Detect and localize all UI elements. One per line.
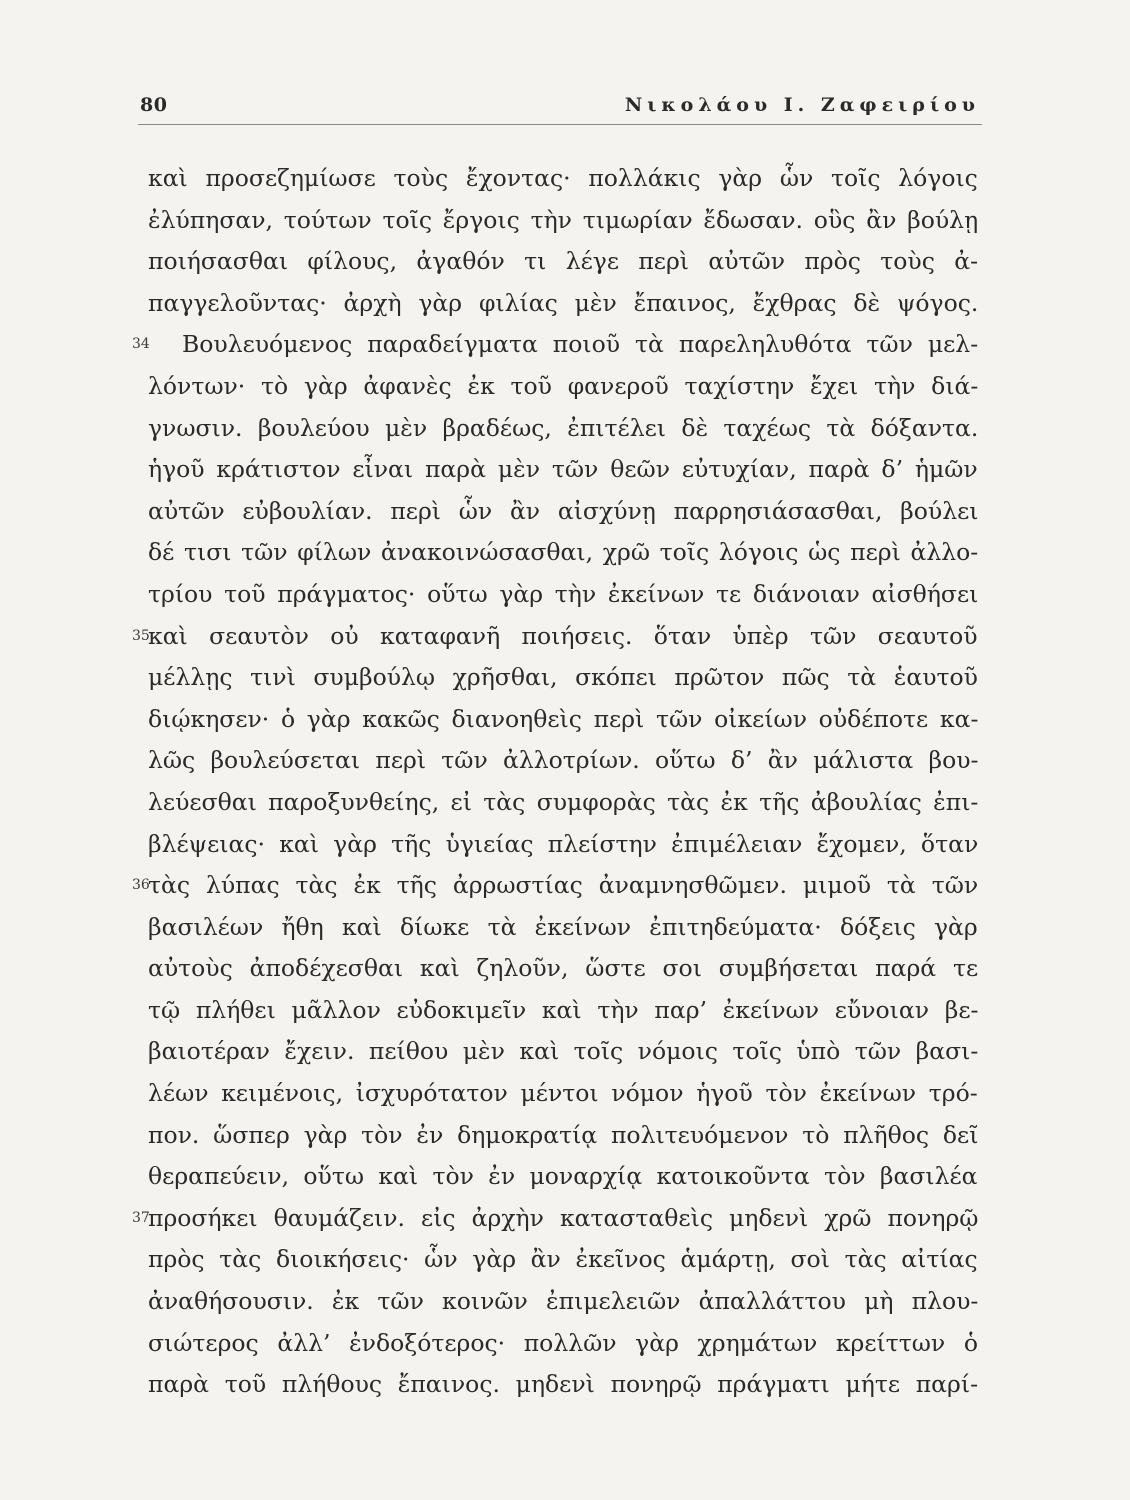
text-line [148,366,978,408]
text-line [148,283,978,325]
line-text: πον. ὥσπερ γὰρ τὸν ἐν δημοκρατίᾳ πολιτευόμενον τὸ πλῆθος δεῖ [148,1120,979,1149]
text-line [148,1239,978,1281]
line-text: λέων κειμένοις, ἰσχυρότατον μέντοι νόμον ἡγοῦ τὸν ἐκείνων τρό- [148,1079,978,1108]
line-text: προσήκει θαυμάζειν. εἰς ἀρχὴν κατασταθεὶς μηδενὶ χρῶ πονηρῷ [148,1203,979,1232]
text-line [132,865,979,907]
text-line [148,241,978,283]
text-line [148,699,978,741]
text-line [148,1031,978,1073]
text-line [148,1323,978,1365]
text-line [148,907,978,949]
running-head: Νικολάου Ι. Ζαφειρίου [624,94,980,116]
body-text [132,158,979,1406]
text-line [148,657,978,699]
page-number: 80 [140,94,168,116]
margin-section-number: 36 [132,877,150,894]
line-text: τρίου τοῦ πράγματος· οὕτω γὰρ τὴν ἐκείνων τε διάνοιαν αἰσθήσει [148,579,979,608]
header-rule [138,124,982,125]
line-text: διῴκησεν· ὁ γὰρ κακῶς διανοηθεὶς περὶ τῶν οἰκείων οὐδέποτε κα- [148,704,979,733]
line-text: παγγελοῦντας· ἀρχὴ γὰρ φιλίας μὲν ἔπαινος, ἔχθρας δὲ ψόγος. [148,288,979,317]
margin-section-number: 34 [132,336,150,353]
text-line [148,782,978,824]
line-text: λόντων· τὸ γὰρ ἀφανὲς ἐκ τοῦ φανεροῦ ταχίστην ἔχει τὴν διά- [148,371,979,400]
margin-section-number: 35 [132,627,150,644]
text-line [148,532,978,574]
text-line [148,990,978,1032]
line-text: λεύεσθαι παροξυνθείης, εἰ τὰς συμφορὰς τὰς ἐκ τῆς ἀβουλίας ἐπι- [148,787,979,816]
text-line [148,1281,978,1323]
line-text: λῶς βουλεύσεται περὶ τῶν ἀλλοτρίων. οὕτω δ’ ἂν μάλιστα βου- [148,746,979,775]
line-text: πρὸς τὰς διοικήσεις· ὧν γὰρ ἂν ἐκεῖνος ἁμάρτῃ, σοὶ τὰς αἰτίας [148,1245,978,1274]
line-text: θεραπεύειν, οὕτω καὶ τὸν ἐν μοναρχίᾳ κατοικοῦντα τὸν βασιλέα [148,1162,978,1191]
text-line [148,574,978,616]
line-text: καὶ προσεζημίωσε τοὺς ἔχοντας· πολλάκις γὰρ ὧν τοῖς λόγοις [148,164,978,192]
text-line [132,1198,979,1240]
line-text: τὰς λύπας τὰς ἐκ τῆς ἀρρωστίας ἀναμνησθῶμεν. μιμοῦ τὰ τῶν [148,871,979,900]
text-line [148,1115,978,1157]
text-line [132,324,979,366]
page-header [140,94,980,128]
line-text: ἡγοῦ κράτιστον εἶναι παρὰ μὲν τῶν θεῶν εὐτυχίαν, παρὰ δ’ ἡμῶν [148,455,978,484]
line-text: τῷ πλήθει μᾶλλον εὐδοκιμεῖν καὶ τὴν παρ’ ἐκείνων εὔνοιαν βε- [148,995,979,1024]
line-text: σιώτερος ἀλλ’ ἐνδοξότερος· πολλῶν γὰρ χρημάτων κρείττων ὁ [148,1328,978,1357]
text-line [148,491,978,533]
line-text: Βουλευόμενος παραδείγματα ποιοῦ τὰ παρεληλυθότα τῶν μελ- [182,330,979,359]
line-text: καὶ σεαυτὸν οὐ καταφανῆ ποιήσεις. ὅταν ὑπὲρ τῶν σεαυτοῦ [148,621,978,650]
line-text: βασιλέων ἤθη καὶ δίωκε τὰ ἐκείνων ἐπιτηδεύματα· δόξεις γὰρ [148,912,978,941]
margin-section-number: 37 [132,1209,150,1226]
line-text: ἀναθήσουσιν. ἐκ τῶν κοινῶν ἐπιμελειῶν ἀπαλλάττου μὴ πλου- [148,1287,979,1316]
line-text: αὐτῶν εὐβουλίαν. περὶ ὧν ἂν αἰσχύνῃ παρρησιάσασθαι, βούλει [148,496,979,525]
line-text: αὐτοὺς ἀποδέχεσθαι καὶ ζηλοῦν, ὥστε σοι συμβήσεται παρά τε [148,954,979,983]
text-line [148,1073,978,1115]
line-text: παρὰ τοῦ πλήθους ἔπαινος. μηδενὶ πονηρῷ πράγματι μήτε παρί- [148,1370,979,1399]
line-text: δέ τισι τῶν φίλων ἀνακοινώσασθαι, χρῶ τοῖς λόγοις ὡς περὶ ἀλλο- [148,538,979,567]
text-line [148,824,978,866]
text-line [148,1156,978,1198]
line-text: ποιήσασθαι φίλους, ἀγαθόν τι λέγε περὶ αὐτῶν πρὸς τοὺς ἀ- [148,247,979,276]
line-text: ἐλύπησαν, τούτων τοῖς ἔργοις τὴν τιμωρίαν ἔδωσαν. οὓς ἂν βούλῃ [148,205,979,234]
text-line [148,200,978,242]
text-line [148,948,978,990]
text-line [148,740,978,782]
text-line [148,158,978,200]
text-line [148,1364,978,1406]
line-text: μέλλῃς τινὶ συμβούλῳ χρῆσθαι, σκόπει πρῶτον πῶς τὰ ἑαυτοῦ [148,663,978,692]
text-line [148,408,978,450]
line-text: βαιοτέραν ἔχειν. πείθου μὲν καὶ τοῖς νόμοις τοῖς ὑπὸ τῶν βασι- [148,1037,979,1066]
line-text: βλέψειας· καὶ γὰρ τῆς ὑγιείας πλείστην ἐπιμέλειαν ἔχομεν, ὅταν [148,829,979,858]
text-line [132,616,978,658]
line-text: γνωσιν. βουλεύου μὲν βραδέως, ἐπιτέλει δὲ ταχέως τὰ δόξαντα. [148,413,979,442]
text-line [148,449,978,491]
